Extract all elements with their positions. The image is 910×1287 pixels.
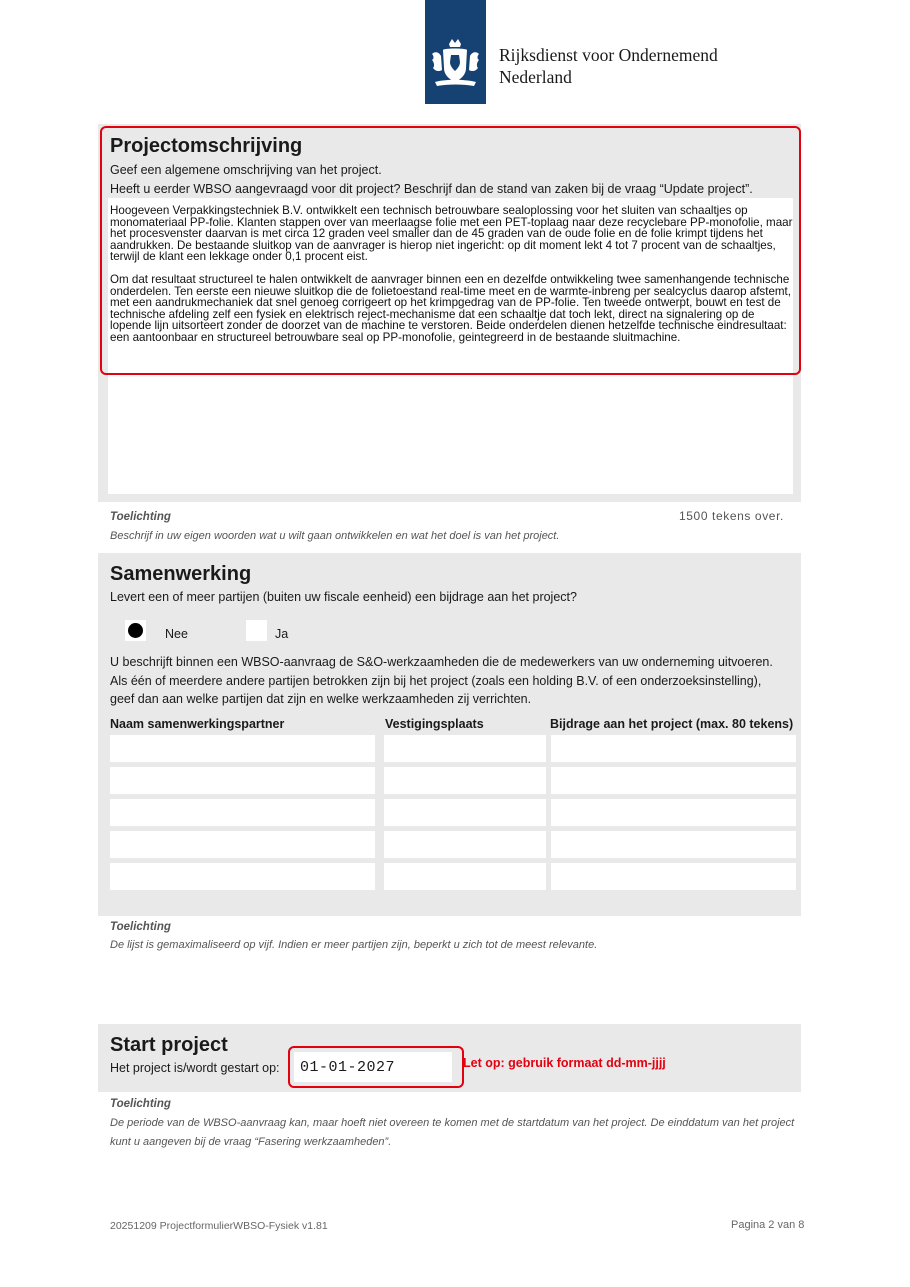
instruction-line-2: Heeft u eerder WBSO aangevraagd voor dit project? Beschrijf dan de stand van zaken bij de vraag “Update project”. — [110, 182, 753, 196]
page-number: Pagina 2 van 8 — [731, 1219, 805, 1231]
highlight-frame-date — [288, 1046, 464, 1088]
vestigingsplaats-input[interactable] — [384, 767, 546, 794]
section-title-samenwerking: Samenwerking — [110, 563, 252, 585]
partner-name-input[interactable] — [110, 767, 375, 794]
partner-name-input[interactable] — [110, 863, 375, 890]
toelichting-label-2: Toelichting — [110, 921, 171, 933]
bijdrage-input[interactable] — [551, 735, 796, 762]
radio-label-nee: Nee — [165, 627, 188, 641]
bijdrage-input[interactable] — [551, 863, 796, 890]
toelichting-label-1: Toelichting — [110, 511, 171, 523]
start-date-input[interactable]: 01-01-2027 — [294, 1052, 452, 1082]
column-header-vestigingsplaats: Vestigingsplaats — [385, 717, 484, 731]
instruction-line-1: Geef een algemene omschrijving van het project. — [110, 163, 382, 177]
toelichting-text-1: Beschrijf in uw eigen woorden wat u wilt gaan ontwikkelen en wat het doel is van het project. — [110, 530, 560, 542]
samenwerking-info-1: U beschrijft binnen een WBSO-aanvraag de S&O-werkzaamheden die de medewerkers van uw onderneming uitvoeren. — [110, 655, 773, 669]
radio-nee[interactable] — [125, 620, 146, 641]
org-name-line1: Rijksdienst voor Ondernemend — [499, 45, 718, 65]
org-name-line2: Nederland — [499, 67, 572, 87]
toelichting-text-2: De lijst is gemaximaliseerd op vijf. Indien er meer partijen zijn, beperkt u zich tot de meest relevante. — [110, 939, 598, 951]
radio-label-ja: Ja — [275, 627, 289, 641]
char-counter: 1500 tekens over. — [679, 509, 784, 523]
vestigingsplaats-input[interactable] — [384, 831, 546, 858]
rvo-logo — [425, 0, 486, 104]
column-header-bijdrage: Bijdrage aan het project (max. 80 tekens) — [550, 717, 794, 731]
toelichting-text-3a: De periode van de WBSO-aanvraag kan, maar hoeft niet overeen te komen met de startdatum van het project. De einddatum van het project — [110, 1117, 795, 1129]
rijkswapen-crest-icon — [429, 38, 482, 88]
start-date-label: Het project is/wordt gestart op: — [110, 1061, 280, 1075]
section-title-start-project: Start project — [110, 1034, 228, 1056]
toelichting-label-3: Toelichting — [110, 1098, 171, 1110]
bijdrage-input[interactable] — [551, 767, 796, 794]
vestigingsplaats-input[interactable] — [384, 799, 546, 826]
description-paragraph-1: Hoogeveen Verpakkingstechniek B.V. ontwikkelt een technisch betrouwbare sealoplossing voor het sluiten van schaaltjes op monomateriaal PP-folie. Klanten stappen over van meerlaagse folie met een PET-toplaag naar deze recyclebare PP-monofolie, maar het procesvenster daarvan is met circa 12 graden veel smaller dan de 45 graden van de oude folie en de folie krimpt tijdens het aandrukken. De bestaande sluitkop van de aanvrager is hierop niet ingericht: op dit moment lekt 4 tot 7 procent van de schaaltjes, terwijl de klant een lekkage onder 0,1 procent eist. — [110, 204, 793, 264]
vestigingsplaats-input[interactable] — [384, 863, 546, 890]
date-format-warning: Let op: gebruik formaat dd-mm-jjjj — [463, 1056, 666, 1070]
samenwerking-info-2: Als één of meerdere andere partijen betrokken zijn bij het project (zoals een holding B.V. of een onderzoeksinstelling), — [110, 674, 762, 688]
partner-name-input[interactable] — [110, 799, 375, 826]
bijdrage-input[interactable] — [551, 799, 796, 826]
description-paragraph-2: Om dat resultaat structureel te halen ontwikkelt de aanvrager binnen een en dezelfde ontwikkeling twee samenhangende technische onderdelen. Ten eerste een nieuwe sluitkop die de folietoestand real-time meet en de warmte-inbreng per sealcyclus daarop afstemt, met een aandrukmechaniek dat snel genoeg corrigeert op het krimpgedrag van de PP-folie. Ten tweede ontwerpt, bouwt en test de technische afdeling zelf een fysiek en elektrisch reject-mechanisme dat een schaaltje dat toch lekt, direct na signalering op de lopende lijn uitsorteert zonder de doorzet van de machine te verstoren. Beide onderdelen dienen hetzelfde technische eindresultaat: een aantoonbaar en structureel betrouwbare seal op PP-monofolie, geintegreerd in de bestaande sluitmachine. — [110, 272, 791, 344]
column-header-partner: Naam samenwerkingspartner — [110, 717, 285, 731]
document-id: 20251209 ProjectformulierWBSO-Fysiek v1.81 — [110, 1220, 328, 1232]
vestigingsplaats-input[interactable] — [384, 735, 546, 762]
samenwerking-panel — [98, 553, 801, 916]
organisation-name — [499, 44, 718, 88]
section-title-projectomschrijving: Projectomschrijving — [110, 135, 303, 157]
bijdrage-input[interactable] — [551, 831, 796, 858]
partner-name-input[interactable] — [110, 831, 375, 858]
toelichting-text-3b: kunt u aangeven bij de vraag “Fasering werkzaamheden”. — [110, 1136, 392, 1148]
partner-name-input[interactable] — [110, 735, 375, 762]
radio-ja[interactable] — [246, 620, 267, 641]
samenwerking-question: Levert een of meer partijen (buiten uw fiscale eenheid) een bijdrage aan het project? — [110, 590, 577, 604]
radio-selected-dot — [128, 623, 143, 638]
highlight-frame-description — [100, 126, 801, 375]
samenwerking-info-3: geef dan aan welke partijen dat zijn en welke werkzaamheden zij verrichten. — [110, 692, 532, 706]
